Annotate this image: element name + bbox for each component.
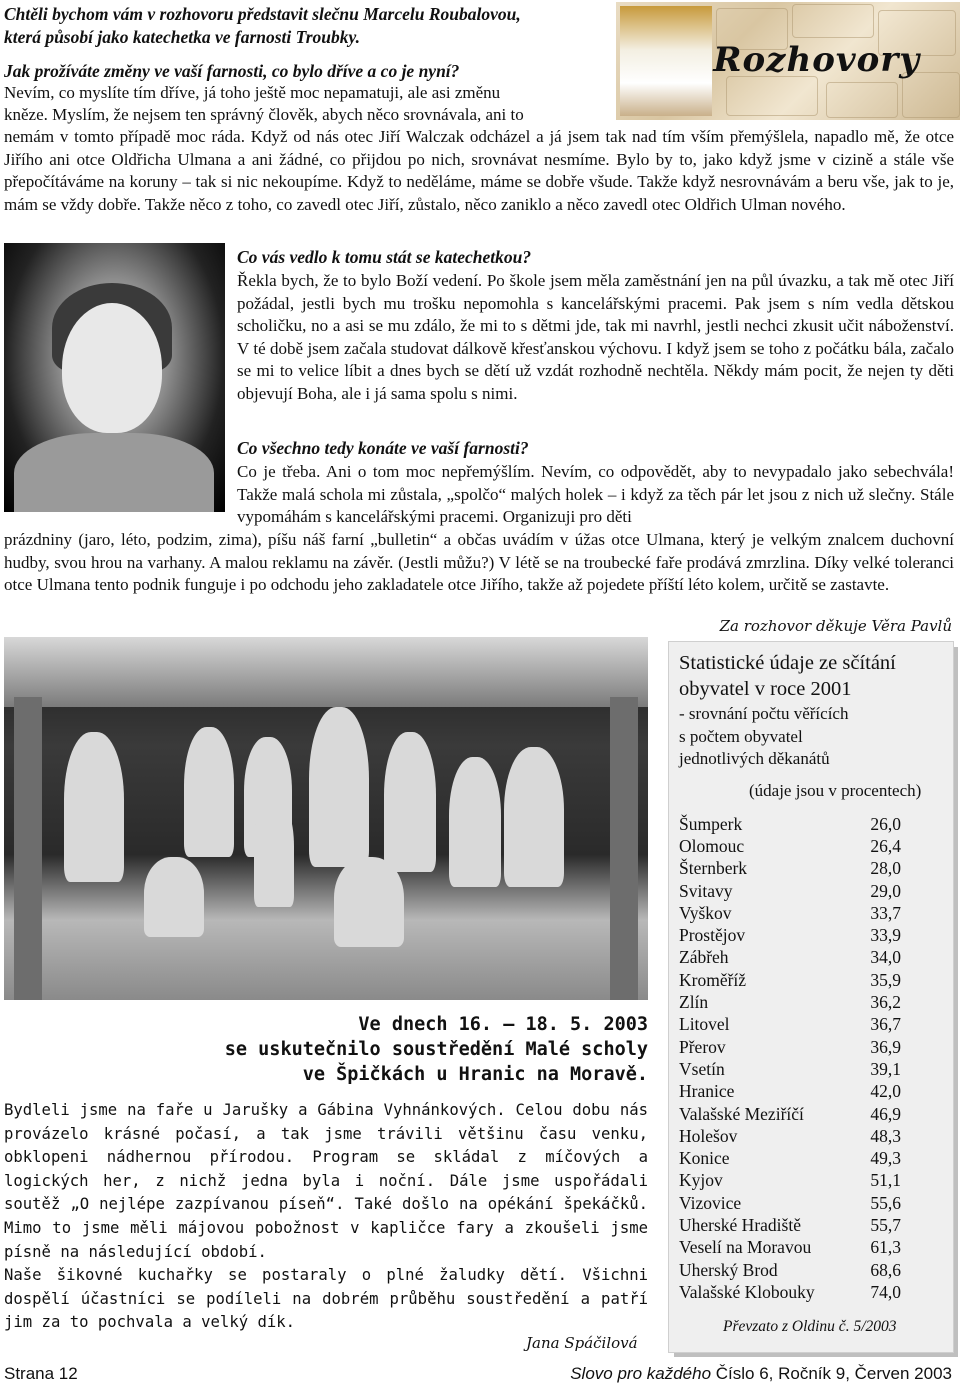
deanery-value: 42,0 (870, 1081, 901, 1102)
answer-1-line-2: kněze. Myslím, že nejsem ten správný člověk, abych něco srovnávala, ani to (4, 105, 524, 124)
issue-number: Číslo 6, Ročník 9, Červen 2003 (715, 1364, 952, 1383)
deanery-value: 46,9 (870, 1103, 901, 1124)
table-row (679, 1259, 901, 1281)
event-paragraph-1: Bydleli jsme na faře u Jarušky a Gábina Vyhnánkových. Celou dobu nás provázelo krásné počasí, a tak jsme trávili většinu času venku, obklopeni nádhernou přírodou. Program se skládal z míčových a logických her, z nichž jedna byla i noční. Dále jsme uspořádali soutěž „O nejlépe zazpívanou píseň“. Také došlo na opékání špekáčků. Mimo to jsme měli májovou pobožnost v kapličce fary a zkoušeli jsme písně na následující období. (4, 1101, 648, 1261)
deanery-value: 34,0 (870, 947, 901, 968)
interview-credit: Za rozhovor děkuje Věra Pavlů (719, 617, 952, 635)
page-number: Strana 12 (4, 1364, 78, 1383)
answer-1-paragraph: nemám v tomto případě moc ráda. Když od nás otec Jiří Walczak odcházel a já jsem tak nad tím vším přemýšlela, napadlo mě, že otce Jiřího ani otce Oldřicha Ulmana a ani žádné, co přijdou po nich, srovnávat nesmíme. Bylo by to, jako když jsme v cizině a stále vše přepočítáváme na koruny – tak si nic nekoupíme. Když to neděláme, máme se dobře všude. Takže když nesrovnávám a beru vše, jak to je, mám se vždy dobře. Takže něco z toho, co zavedl otec Jiří, zůstalo, něco zaniklo a něco zavedl otec Oldřich Ulman nového. (4, 127, 954, 214)
deanery-value: 55,6 (870, 1192, 901, 1213)
stats-title-line-1: Statistické údaje ze sčítání (679, 652, 896, 674)
rozhovory-banner (616, 2, 960, 120)
table-row (679, 1214, 901, 1236)
portrait-photo (4, 243, 225, 512)
stats-subtitle-line-3: jednotlivých děkanátů (679, 749, 830, 768)
deanery-name: Valašské Meziříčí (679, 1103, 804, 1124)
deanery-value: 49,3 (870, 1148, 901, 1169)
deanery-name: Kroměříž (679, 969, 747, 990)
deanery-name: Kyjov (679, 1170, 723, 1191)
deanery-value: 61,3 (870, 1237, 901, 1258)
intro-line-1: Chtěli bychom vám v rozhovoru představit slečnu Marcelu Roubalovou, (4, 4, 521, 24)
stats-table (679, 813, 901, 1304)
deanery-value: 55,7 (870, 1214, 901, 1235)
table-row (679, 835, 901, 857)
table-row (679, 969, 901, 991)
stats-source: Převzato z Oldinu č. 5/2003 (723, 1318, 897, 1335)
table-row (679, 1125, 901, 1147)
answer-1-lead (4, 82, 604, 126)
group-photo (4, 637, 648, 1000)
event-title-line-2: se uskutečnilo soustředění Malé scholy (224, 1039, 648, 1060)
deanery-value: 74,0 (870, 1281, 901, 1302)
deanery-value: 51,1 (870, 1170, 901, 1191)
table-row (679, 924, 901, 946)
event-body (4, 1099, 648, 1335)
deanery-value: 29,0 (870, 880, 901, 901)
answer-1-body (4, 126, 954, 216)
answer-3-part-2: prázdniny (jaro, léto, podzim, zima), píšu náš farní „bulletin“ a občas uvádím v úžas otce Ulmana, který je velkým znalcem duchovní hudby, svou hrou na varhany. A malou reklamu na závěr. (Jestli můžu?) V létě se na troubecké faře prodává zmrzlina. Díky velké toleranci otce Ulmana tento podnik funguje i po odchodu jeho zakladatele otce Jiřího, takže až pojedete příští léto kolem, určitě se zastavte. (4, 530, 954, 594)
magazine-name: Slovo pro každého (570, 1364, 712, 1383)
section-title: Rozhovory (713, 40, 920, 80)
deanery-value: 26,0 (870, 813, 901, 834)
deanery-name: Uherský Brod (679, 1259, 778, 1280)
table-row (679, 1081, 901, 1103)
table-row (679, 1192, 901, 1214)
stats-subtitle-line-2: s počtem obyvatel (679, 726, 803, 746)
pope-image (620, 6, 712, 116)
deanery-name: Valašské Klobouky (679, 1281, 815, 1302)
table-row (679, 1281, 901, 1303)
event-paragraph-2: Naše šikovné kuchařky se postaraly o plné žaludky dětí. Všichni dospělí účastníci se podíleli na dobrém průběhu soustředění a patří jim za to pochvala a velký dík. (4, 1266, 648, 1332)
deanery-name: Konice (679, 1148, 730, 1169)
stats-title (679, 650, 949, 702)
table-row (679, 1036, 901, 1058)
table-row (679, 902, 901, 924)
deanery-name: Vizovice (679, 1192, 742, 1213)
deanery-name: Šumperk (679, 813, 743, 834)
deanery-value: 35,9 (870, 969, 901, 990)
deanery-value: 33,7 (870, 902, 901, 923)
answer-2: Řekla bych, že to bylo Boží vedení. Po škole jsem měla zaměstnání jen na půl úvazku, a tak mě otec Jiří požádal, jestli bych mu trošku nepomohla s kancelářskými pracemi. Pak jsem s ním vedla dětskou scholičku, no a asi se mu zdálo, že mi to s dětmi jde, tak mi navrhl, jestli nechci zkusit učit náboženství. V té době jsem začala studovat dálkově křesťanskou výchovu. I když jsem se toho z počátku bála, začalo se mi to velice líbit a dnes bych se dětí už vzdát rozhodně nechtěla. Někdy mám pocit, že nejen ty děti objevují Boha, ale i já sama spolu s nimi. (237, 271, 954, 403)
deanery-value: 68,6 (870, 1259, 901, 1280)
issue-info (570, 1364, 952, 1384)
deanery-name: Svitavy (679, 880, 733, 901)
answer-3-part-1: Co je třeba. Ani o tom moc nepřemýšlím. Nevím, co odpovědět, aby to nevypadalo jako sebechvála! Takže malá schola mi zůstala, „spolčo“ malých holek – i když za těch pár let jsou z nich už slečny. Stále vypomáhám s kancelářskými pracemi. Organizuji pro děti (237, 462, 954, 526)
stats-subtitle (679, 703, 949, 771)
deanery-value: 26,4 (870, 835, 901, 856)
deanery-value: 36,9 (870, 1036, 901, 1057)
question-3: Co všechno tedy konáte ve vaší farnosti? (237, 438, 529, 458)
deanery-name: Šternberk (679, 858, 748, 879)
table-row (679, 1014, 901, 1036)
table-row (679, 1170, 901, 1192)
deanery-value: 33,9 (870, 925, 901, 946)
deanery-name: Hranice (679, 1081, 735, 1102)
deanery-value: 36,2 (870, 992, 901, 1013)
deanery-name: Prostějov (679, 925, 746, 946)
event-title-line-3: ve Špičkách u Hranic na Moravě. (302, 1064, 648, 1085)
event-title (4, 1012, 648, 1087)
stats-unit: (údaje jsou v procentech) (749, 781, 922, 800)
question-1: Jak prožíváte změny ve vaší farnosti, co bylo dříve a co je nyní? (4, 61, 460, 81)
deanery-name: Zábřeh (679, 947, 729, 968)
deanery-name: Zlín (679, 992, 709, 1013)
table-row (679, 1237, 901, 1259)
deanery-name: Litovel (679, 1014, 730, 1035)
deanery-value: 39,1 (870, 1058, 901, 1079)
deanery-name: Přerov (679, 1036, 726, 1057)
intro-text (4, 3, 604, 49)
intro-line-2: která působí jako katechetka ve farnosti Troubky. (4, 27, 360, 47)
deanery-name: Olomouc (679, 835, 745, 856)
deanery-value: 48,3 (870, 1125, 901, 1146)
event-signature: Jana Spáčilová (526, 1334, 638, 1352)
table-row (679, 1147, 901, 1169)
table-row (679, 880, 901, 902)
stats-subtitle-line-1: - srovnání počtu věřících (679, 704, 849, 723)
deanery-name: Vsetín (679, 1058, 725, 1079)
stats-title-line-2: obyvatel v roce 2001 (679, 678, 852, 700)
table-row (679, 858, 901, 880)
table-row (679, 991, 901, 1013)
deanery-value: 36,7 (870, 1014, 901, 1035)
stats-box (668, 641, 954, 1353)
deanery-name: Holešov (679, 1125, 738, 1146)
answer-1-line-1: Nevím, co myslíte tím dříve, já toho ještě moc nepamatuji, ale asi změnu (4, 83, 501, 102)
table-row (679, 947, 901, 969)
table-row (679, 813, 901, 835)
deanery-name: Uherské Hradiště (679, 1214, 801, 1235)
deanery-name: Veselí na Moravou (679, 1237, 812, 1258)
event-title-line-1: Ve dnech 16. – 18. 5. 2003 (358, 1014, 648, 1035)
deanery-name: Vyškov (679, 902, 732, 923)
deanery-value: 28,0 (870, 858, 901, 879)
question-2: Co vás vedlo k tomu stát se katechetkou? (237, 247, 532, 267)
table-row (679, 1058, 901, 1080)
table-row (679, 1103, 901, 1125)
